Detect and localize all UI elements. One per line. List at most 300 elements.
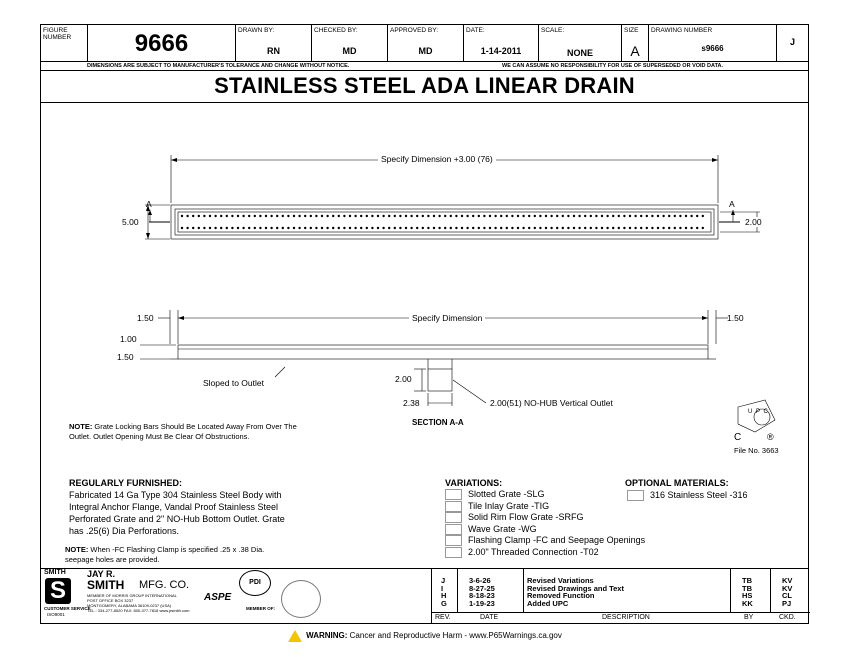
- variation-checkbox[interactable]: [445, 512, 462, 523]
- perforation-dot: [584, 215, 586, 217]
- rev-letter: I: [441, 583, 444, 593]
- perforation-dot: [377, 215, 379, 217]
- perforation-dot: [444, 215, 446, 217]
- section-body: [178, 345, 708, 359]
- rev-bys: [742, 577, 753, 607]
- perforation-dot: [489, 227, 491, 229]
- furnished-line: Perforated Grate and 2" NO-Hub Bottom Outlet. Grate: [69, 514, 285, 524]
- perforation-dot: [702, 227, 704, 229]
- perforation-dot: [248, 215, 250, 217]
- perforation-dot: [321, 215, 323, 217]
- perforation-dot: [668, 227, 670, 229]
- perforation-dot: [226, 215, 228, 217]
- perforation-dot: [394, 215, 396, 217]
- perforation-dot: [220, 227, 222, 229]
- perforation-dot: [461, 215, 463, 217]
- rev-by: HS: [742, 591, 753, 600]
- perforation-dot: [209, 227, 211, 229]
- perforation-dot: [567, 227, 569, 229]
- plan-inner-rect: [175, 209, 714, 235]
- perforation-dot: [601, 227, 603, 229]
- perforation-dot: [405, 227, 407, 229]
- drawn-by-label: DRAWN BY:: [238, 27, 275, 34]
- perforation-dot: [433, 227, 435, 229]
- perforation-dot: [198, 227, 200, 229]
- desc-header: DESCRIPTION: [602, 614, 650, 621]
- perforation-dot: [528, 215, 530, 217]
- perforation-dot: [657, 215, 659, 217]
- company-name-1: JAY R.: [87, 569, 116, 579]
- perforation-dot: [382, 215, 384, 217]
- perforation-dot: [276, 215, 278, 217]
- perforation-dot: [550, 215, 552, 217]
- perforation-dot: [332, 215, 334, 217]
- perforation-dot: [410, 227, 412, 229]
- perforation-dot: [702, 215, 704, 217]
- note-fc-line: When -FC Flashing Clamp is specified .25 x .38 Dia.: [88, 545, 265, 554]
- perforation-dot: [528, 227, 530, 229]
- variation-checkbox[interactable]: [445, 489, 462, 500]
- perforation-dot: [584, 227, 586, 229]
- rev-date: 8-27-25: [469, 583, 495, 593]
- perforation-dot: [287, 227, 289, 229]
- arrowhead: [702, 316, 708, 320]
- warning-text: Cancer and Reproductive Harm - www.P65Warnings.ca.gov: [347, 631, 562, 641]
- perforation-dot: [478, 215, 480, 217]
- perforation-dot: [455, 215, 457, 217]
- perforation-dot: [662, 215, 664, 217]
- plan-grate-rect: [178, 212, 711, 232]
- figure-number: 9666: [134, 30, 189, 57]
- rev-letters: [441, 577, 447, 607]
- variation-checkbox[interactable]: [445, 524, 462, 535]
- perforation-dot: [276, 227, 278, 229]
- perforation-dot: [646, 215, 648, 217]
- note-grate-bold: NOTE:: [69, 422, 93, 431]
- perforation-dot: [349, 227, 351, 229]
- note-fc-bold: NOTE:: [65, 545, 89, 554]
- dim-150-left-text: 1.50: [137, 313, 154, 323]
- perforation-dot: [685, 227, 687, 229]
- perforation-dot: [640, 215, 642, 217]
- perforation-dot: [461, 227, 463, 229]
- perforation-dot: [410, 215, 412, 217]
- perforation-dot: [360, 215, 362, 217]
- perforation-dot: [259, 215, 261, 217]
- variation-item[interactable]: [445, 535, 645, 547]
- optional-heading: OPTIONAL MATERIALS:: [625, 478, 729, 488]
- optional-label: 316 Stainless Steel -316: [650, 490, 748, 500]
- perforation-dot: [679, 215, 681, 217]
- perforation-dot: [433, 215, 435, 217]
- perforation-dot: [539, 215, 541, 217]
- upc-shield: [738, 400, 775, 432]
- variation-label: Tile Inlay Grate -TIG: [468, 500, 550, 511]
- smith-logo-icon: S: [45, 578, 71, 604]
- date-header: DATE: [480, 614, 499, 621]
- perforation-dot: [394, 227, 396, 229]
- warning-bold: WARNING:: [306, 631, 348, 641]
- variation-item[interactable]: [445, 489, 645, 501]
- rev-date: 3-6-26: [469, 576, 491, 585]
- furnished-text: [69, 489, 285, 537]
- warning-triangle-icon: [288, 630, 302, 642]
- perforation-dot: [438, 227, 440, 229]
- perforation-dot: [214, 227, 216, 229]
- perforation-dot: [254, 227, 256, 229]
- perforations: [181, 215, 704, 229]
- rev-ckd: KV: [782, 583, 793, 593]
- company-block: [41, 568, 431, 623]
- perforation-dot: [377, 227, 379, 229]
- perforation-dot: [310, 215, 312, 217]
- perforation-dot: [550, 227, 552, 229]
- arrowhead: [178, 316, 184, 320]
- section-a-left: A: [146, 199, 152, 209]
- perforation-dot: [500, 227, 502, 229]
- perforation-dot: [321, 227, 323, 229]
- perforation-dot: [382, 227, 384, 229]
- ckd-header: CKD.: [779, 614, 796, 621]
- perforation-dot: [573, 227, 575, 229]
- perforation-dot: [203, 227, 205, 229]
- perforation-dot: [472, 215, 474, 217]
- dim-150-right-text: 1.50: [727, 313, 744, 323]
- perforation-dot: [618, 215, 620, 217]
- rev-ckd: CL: [782, 591, 792, 600]
- perforation-dot: [338, 215, 340, 217]
- perforation-dot: [450, 227, 452, 229]
- perforation-dot: [629, 227, 631, 229]
- perforation-dot: [534, 227, 536, 229]
- perforation-dot: [494, 215, 496, 217]
- perforation-dot: [629, 215, 631, 217]
- perforation-dot: [248, 227, 250, 229]
- perforation-dot: [444, 227, 446, 229]
- perforation-dot: [360, 227, 362, 229]
- warning-footer: [0, 630, 850, 642]
- outlet-label: 2.00(51) NO-HUB Vertical Outlet: [490, 398, 613, 408]
- perforation-dot: [304, 215, 306, 217]
- dim-100-text: 1.00: [120, 334, 137, 344]
- scale-label: SCALE:: [541, 27, 565, 34]
- variation-checkbox[interactable]: [445, 535, 462, 546]
- perforation-dot: [287, 215, 289, 217]
- perforation-dot: [315, 227, 317, 229]
- perforation-dot: [326, 227, 328, 229]
- rev-dates: [469, 577, 495, 607]
- rev-desc: Added UPC: [527, 598, 569, 608]
- perforation-dot: [634, 227, 636, 229]
- note-fc-line: seepage holes are provided.: [65, 554, 160, 564]
- perforation-dot: [349, 215, 351, 217]
- perforation-dot: [545, 227, 547, 229]
- perforation-dot: [231, 215, 233, 217]
- perforation-dot: [634, 215, 636, 217]
- variation-checkbox[interactable]: [445, 501, 462, 512]
- rev-date: 8-18-23: [469, 591, 495, 600]
- perforation-dot: [690, 215, 692, 217]
- perforation-dot: [214, 215, 216, 217]
- perforation-dot: [354, 215, 356, 217]
- perforation-dot: [601, 215, 603, 217]
- perforation-dot: [282, 215, 284, 217]
- outlet-leader: [453, 380, 486, 403]
- note-fc: [65, 545, 264, 564]
- perforation-dot: [472, 227, 474, 229]
- perforation-dot: [427, 215, 429, 217]
- seal-icon: [281, 580, 321, 618]
- perforation-dot: [237, 215, 239, 217]
- optional-checkbox[interactable]: [627, 490, 644, 501]
- rev-desc: Revised Variations: [527, 576, 594, 585]
- perforation-dot: [511, 215, 513, 217]
- perforation-dot: [545, 215, 547, 217]
- perforation-dot: [438, 215, 440, 217]
- perforation-dot: [326, 215, 328, 217]
- perforation-dot: [338, 227, 340, 229]
- section-label: SECTION A-A: [412, 418, 464, 427]
- rev-by: TB: [742, 576, 752, 585]
- perforation-dot: [567, 215, 569, 217]
- perforation-dot: [640, 227, 642, 229]
- rev-desc: Revised Drawings and Text: [527, 583, 624, 593]
- perforation-dot: [595, 227, 597, 229]
- section-a-right: A: [729, 199, 735, 209]
- perforation-dot: [450, 215, 452, 217]
- divider: [432, 612, 810, 613]
- variations-list: [445, 489, 645, 558]
- perforation-dot: [265, 215, 267, 217]
- perforation-dot: [517, 215, 519, 217]
- perforation-dot: [685, 215, 687, 217]
- perforation-dot: [259, 227, 261, 229]
- optional-list: [627, 490, 748, 502]
- note-grate-text: Grate Locking Bars Should Be Located Away From Over The Outlet. Outlet Opening Must Be Clear Of Obstructions.: [69, 422, 297, 441]
- company-member: MEMBER OF MORRIS GROUP INTERNATIONAL: [87, 593, 177, 598]
- variation-checkbox[interactable]: [445, 547, 462, 558]
- perforation-dot: [209, 215, 211, 217]
- perforation-dot: [506, 227, 508, 229]
- perforation-dot: [310, 227, 312, 229]
- rev-by: KK: [742, 598, 753, 608]
- rev-letter: G: [441, 598, 447, 608]
- perforation-dot: [270, 227, 272, 229]
- perforation-dot: [366, 215, 368, 217]
- dim-200-right-text: 2.00: [745, 217, 762, 227]
- outlet-pipe: [428, 369, 452, 391]
- service-no: ISO9001: [47, 612, 65, 617]
- upc-file-no: File No. 3663: [734, 446, 779, 455]
- perforation-dot: [343, 215, 345, 217]
- arrowhead: [731, 210, 735, 215]
- perforation-dot: [690, 227, 692, 229]
- perforation-dot: [506, 215, 508, 217]
- top-dim-text: Specify Dimension +3.00 (76): [378, 154, 496, 164]
- perforation-dot: [522, 227, 524, 229]
- optional-item[interactable]: [627, 490, 748, 502]
- perforation-dot: [416, 215, 418, 217]
- pdi-logo: PDI: [239, 570, 271, 596]
- dim-200-outlet-text: 2.00: [395, 374, 412, 384]
- member-of: MEMBER OF:: [246, 606, 275, 611]
- perforation-dot: [612, 227, 614, 229]
- variation-item[interactable]: [445, 524, 645, 536]
- perforation-dot: [489, 215, 491, 217]
- by-header: BY: [744, 614, 754, 621]
- size-label: SIZE: [624, 27, 639, 34]
- plan-outer-rect: [171, 205, 718, 239]
- perforation-dot: [651, 227, 653, 229]
- perforation-dot: [556, 215, 558, 217]
- perforation-dot: [455, 227, 457, 229]
- perforation-dot: [494, 227, 496, 229]
- drawing-number-label: DRAWING NUMBER: [651, 27, 713, 34]
- perforation-dot: [354, 227, 356, 229]
- perforation-dot: [556, 227, 558, 229]
- perforation-dot: [623, 215, 625, 217]
- variation-label: Wave Grate -WG: [468, 523, 537, 534]
- customer-service: CUSTOMER SERVICE: [44, 606, 91, 611]
- figure-label: FIGURE NUMBER: [43, 27, 72, 41]
- variation-item[interactable]: [445, 512, 645, 524]
- variation-item[interactable]: [445, 501, 645, 513]
- rev-descs: [527, 577, 624, 607]
- perforation-dot: [427, 227, 429, 229]
- perforation-dot: [662, 227, 664, 229]
- company-address-2: MONTGOMERY, ALABAMA 36109-0237 (USA): [87, 603, 172, 608]
- perforation-dot: [198, 215, 200, 217]
- dim-238-text: 2.38: [403, 398, 420, 408]
- notice-right: WE CAN ASSUME NO RESPONSIBILITY FOR USE OF SUPERSEDED OR VOID DATA.: [502, 63, 724, 69]
- company-phone: TEL.: 334-277-8520 FAX: 800-377-7818 www.jrsmith.com: [87, 608, 190, 613]
- perforation-dot: [282, 227, 284, 229]
- perforation-dot: [522, 215, 524, 217]
- perforation-dot: [623, 227, 625, 229]
- perforation-dot: [422, 215, 424, 217]
- perforation-dot: [578, 215, 580, 217]
- drawing-number-value: s9666: [701, 44, 724, 53]
- dim-150-b-text: 1.50: [117, 352, 134, 362]
- perforation-dot: [517, 227, 519, 229]
- scale-value: NONE: [566, 48, 593, 58]
- perforation-dot: [416, 227, 418, 229]
- variation-label: Slotted Grate -SLG: [468, 489, 545, 499]
- sloped-leader: [275, 367, 285, 377]
- perforation-dot: [399, 227, 401, 229]
- perforation-dot: [332, 227, 334, 229]
- variations-heading: VARIATIONS:: [445, 478, 503, 488]
- perforation-dot: [668, 215, 670, 217]
- perforation-dot: [590, 215, 592, 217]
- company-address: [87, 593, 190, 613]
- perforation-dot: [237, 227, 239, 229]
- perforation-dot: [646, 227, 648, 229]
- perforation-dot: [511, 227, 513, 229]
- perforation-dot: [231, 227, 233, 229]
- rev-letter: H: [441, 591, 447, 600]
- perforation-dot: [466, 227, 468, 229]
- perforation-dot: [186, 227, 188, 229]
- company-name-3: MFG. CO.: [139, 579, 190, 591]
- perforation-dot: [192, 215, 194, 217]
- rev-header: REV.: [435, 614, 451, 621]
- variation-label: Solid Rim Flow Grate -SRFG: [468, 512, 584, 522]
- perforation-dot: [562, 227, 564, 229]
- perforation-dot: [304, 227, 306, 229]
- perforation-dot: [674, 227, 676, 229]
- variation-item[interactable]: [445, 547, 645, 559]
- upc-c: C: [734, 432, 742, 443]
- perforation-dot: [590, 227, 592, 229]
- perforation-dot: [595, 215, 597, 217]
- perforation-dot: [539, 227, 541, 229]
- perforation-dot: [366, 227, 368, 229]
- rev-ckds: [782, 577, 792, 607]
- rev-by: TB: [742, 583, 752, 593]
- rev-letter: J: [789, 37, 795, 47]
- variation-label: 2.00" Threaded Connection -T02: [468, 546, 599, 557]
- approved-by-label: APPROVED BY:: [390, 27, 439, 34]
- perforation-dot: [500, 215, 502, 217]
- perforation-dot: [618, 227, 620, 229]
- arrowhead: [171, 158, 177, 162]
- perforation-dot: [696, 227, 698, 229]
- perforation-dot: [242, 215, 244, 217]
- note-grate: [69, 422, 304, 441]
- perforation-dot: [192, 227, 194, 229]
- perforation-dot: [226, 227, 228, 229]
- size-value: A: [630, 43, 640, 59]
- checked-by-value: MD: [342, 46, 357, 56]
- perforation-dot: [371, 215, 373, 217]
- rev-ckd: PJ: [782, 598, 792, 608]
- perforation-dot: [181, 227, 183, 229]
- upc-text: U P C: [748, 409, 769, 415]
- perforation-dot: [298, 227, 300, 229]
- sloped-text: Sloped to Outlet: [203, 378, 264, 388]
- perforation-dot: [254, 215, 256, 217]
- dim-500-text: 5.00: [122, 217, 139, 227]
- notice-left: DIMENSIONS ARE SUBJECT TO MANUFACTURER'S TOLERANCE AND CHANGE WITHOUT NOTICE.: [87, 63, 350, 69]
- perforation-dot: [388, 215, 390, 217]
- perforation-dot: [466, 215, 468, 217]
- upc-reg: ®: [767, 432, 774, 442]
- checked-by-label: CHECKED BY:: [314, 27, 358, 34]
- perforation-dot: [534, 215, 536, 217]
- perforation-dot: [483, 215, 485, 217]
- rev-letter: J: [441, 576, 446, 585]
- perforation-dot: [220, 215, 222, 217]
- arrowhead: [712, 158, 718, 162]
- perforation-dot: [696, 215, 698, 217]
- smith-mark: SMITH: [44, 569, 66, 576]
- perforation-dot: [388, 227, 390, 229]
- company-name-2: SMITH: [87, 578, 125, 592]
- perforation-dot: [679, 227, 681, 229]
- perforation-dot: [612, 215, 614, 217]
- date-value: 1-14-2011: [480, 46, 522, 56]
- main-title: STAINLESS STEEL ADA LINEAR DRAIN: [214, 73, 635, 98]
- perforation-dot: [186, 215, 188, 217]
- furnished-line: has .25(6) Dia Perforations.: [69, 526, 180, 536]
- rev-desc: Removed Function: [527, 591, 595, 600]
- perforation-dot: [422, 227, 424, 229]
- date-label: DATE:: [466, 27, 485, 34]
- perforation-dot: [399, 215, 401, 217]
- perforation-dot: [242, 227, 244, 229]
- perforation-dot: [606, 215, 608, 217]
